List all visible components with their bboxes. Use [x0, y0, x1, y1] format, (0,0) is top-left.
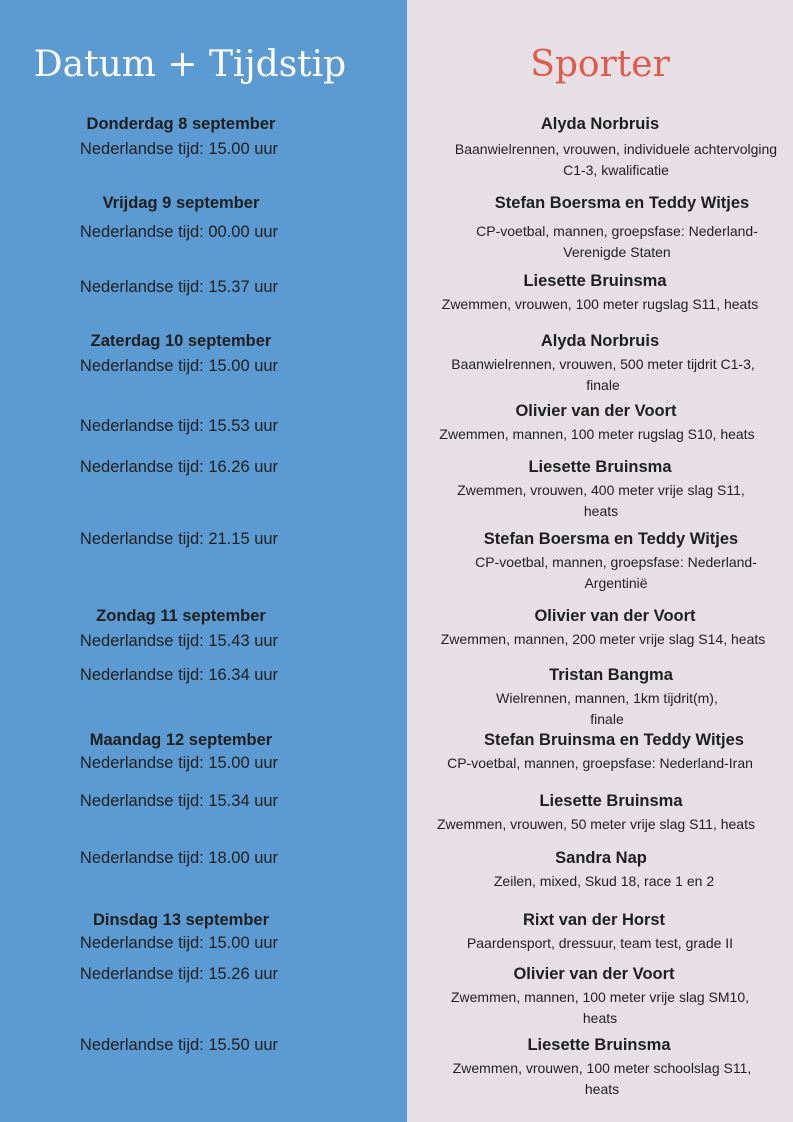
event-description — [404, 424, 790, 445]
event-description — [410, 354, 793, 396]
athlete-name: Alyda Norbruis — [540, 332, 660, 350]
description-line: Zwemmen, mannen, 100 meter vrije slag SM10, — [450, 989, 749, 1005]
description-line: Zeilen, mixed, Skud 18, race 1 en 2 — [493, 873, 715, 889]
day-heading: Zondag 11 september — [96, 607, 266, 625]
description-line: Zwemmen, vrouwen, 50 meter vrije slag S11, heats — [437, 816, 755, 832]
event-description — [407, 987, 793, 1029]
athlete-name: Olivier van der Voort — [513, 965, 675, 983]
athlete-name: Stefan Boersma en Teddy Witjes — [494, 194, 750, 212]
description-line: Zwemmen, vrouwen, 100 meter schoolslag S11, — [452, 1060, 752, 1076]
event-time: Nederlandse tijd: 16.26 uur — [79, 458, 279, 476]
event-time: Nederlandse tijd: 15.26 uur — [79, 965, 279, 983]
description-line: CP-voetbal, mannen, groepsfase: Nederland- — [476, 223, 758, 239]
athlete-name: Rixt van der Horst — [522, 911, 666, 929]
day-heading: Donderdag 8 september — [86, 115, 276, 133]
event-time: Nederlandse tijd: 21.15 uur — [79, 530, 279, 548]
athlete-header: Sporter — [530, 44, 670, 85]
event-time: Nederlandse tijd: 15.50 uur — [79, 1036, 279, 1054]
description-line: Baanwielrennen, vrouwen, individuele achtervolging — [454, 141, 778, 157]
description-line: Paardensport, dressuur, team test, grade II — [466, 935, 734, 951]
description-line: CP-voetbal, mannen, groepsfase: Nederland-Iran — [447, 755, 753, 771]
event-description — [410, 629, 793, 650]
athlete-name: Stefan Boersma en Teddy Witjes — [483, 530, 739, 548]
event-time: Nederlandse tijd: 15.00 uur — [79, 140, 279, 158]
athlete-name: Olivier van der Voort — [515, 402, 677, 420]
event-time: Nederlandse tijd: 15.34 uur — [79, 792, 279, 810]
day-heading: Maandag 12 september — [89, 731, 273, 749]
description-line: Zwemmen, vrouwen, 100 meter rugslag S11, heats — [441, 296, 759, 312]
description-line: Argentinië — [584, 575, 648, 591]
athlete-name: Sandra Nap — [555, 849, 647, 867]
description-line: finale — [590, 711, 624, 727]
athlete-name: Tristan Bangma — [549, 666, 673, 684]
date-time-header: Datum + Tijdstip — [33, 44, 347, 85]
event-description — [411, 871, 793, 892]
description-line: Zwemmen, vrouwen, 400 meter vrije slag S11, — [457, 482, 745, 498]
event-description — [403, 814, 789, 835]
event-description — [409, 1058, 793, 1100]
athlete-name: Olivier van der Voort — [534, 607, 696, 625]
event-time: Nederlandse tijd: 00.00 uur — [79, 223, 279, 241]
description-line: Zwemmen, mannen, 100 meter rugslag S10, heats — [439, 426, 755, 442]
athlete-name: Liesette Bruinsma — [523, 272, 667, 290]
event-description — [407, 933, 793, 954]
description-line: Wielrennen, mannen, 1km tijdrit(m), — [496, 690, 718, 706]
athlete-name: Liesette Bruinsma — [528, 458, 672, 476]
event-description — [408, 480, 793, 522]
description-line: C1-3, kwalificatie — [563, 162, 669, 178]
event-description — [414, 688, 793, 730]
athlete-name: Stefan Bruinsma en Teddy Witjes — [484, 731, 744, 749]
event-time: Nederlandse tijd: 15.00 uur — [79, 934, 279, 952]
description-line: finale — [586, 377, 620, 393]
event-time: Nederlandse tijd: 15.00 uur — [79, 357, 279, 375]
description-line: Verenigde Staten — [563, 244, 671, 260]
description-line: Zwemmen, mannen, 200 meter vrije slag S14, heats — [440, 631, 766, 647]
event-description — [407, 294, 793, 315]
day-heading: Dinsdag 13 september — [92, 911, 270, 929]
description-line: Baanwielrennen, vrouwen, 500 meter tijdrit C1-3, — [451, 356, 755, 372]
event-description — [424, 221, 793, 263]
athlete-name: Liesette Bruinsma — [539, 792, 683, 810]
event-description — [423, 552, 793, 594]
description-line: heats — [583, 503, 619, 519]
day-heading: Zaterdag 10 september — [90, 332, 272, 350]
description-line: heats — [584, 1081, 620, 1097]
description-line: CP-voetbal, mannen, groepsfase: Nederland- — [475, 554, 757, 570]
event-time: Nederlandse tijd: 15.00 uur — [79, 754, 279, 772]
event-description — [407, 753, 793, 774]
day-heading: Vrijdag 9 september — [102, 194, 260, 212]
event-time: Nederlandse tijd: 15.43 uur — [79, 632, 279, 650]
event-time: Nederlandse tijd: 15.53 uur — [79, 417, 279, 435]
event-time: Nederlandse tijd: 18.00 uur — [79, 849, 279, 867]
description-line: heats — [582, 1010, 618, 1026]
event-time: Nederlandse tijd: 16.34 uur — [79, 666, 279, 684]
athlete-name: Alyda Norbruis — [540, 115, 660, 133]
event-time: Nederlandse tijd: 15.37 uur — [79, 278, 279, 296]
athlete-name: Liesette Bruinsma — [527, 1036, 671, 1054]
event-description — [423, 139, 793, 181]
